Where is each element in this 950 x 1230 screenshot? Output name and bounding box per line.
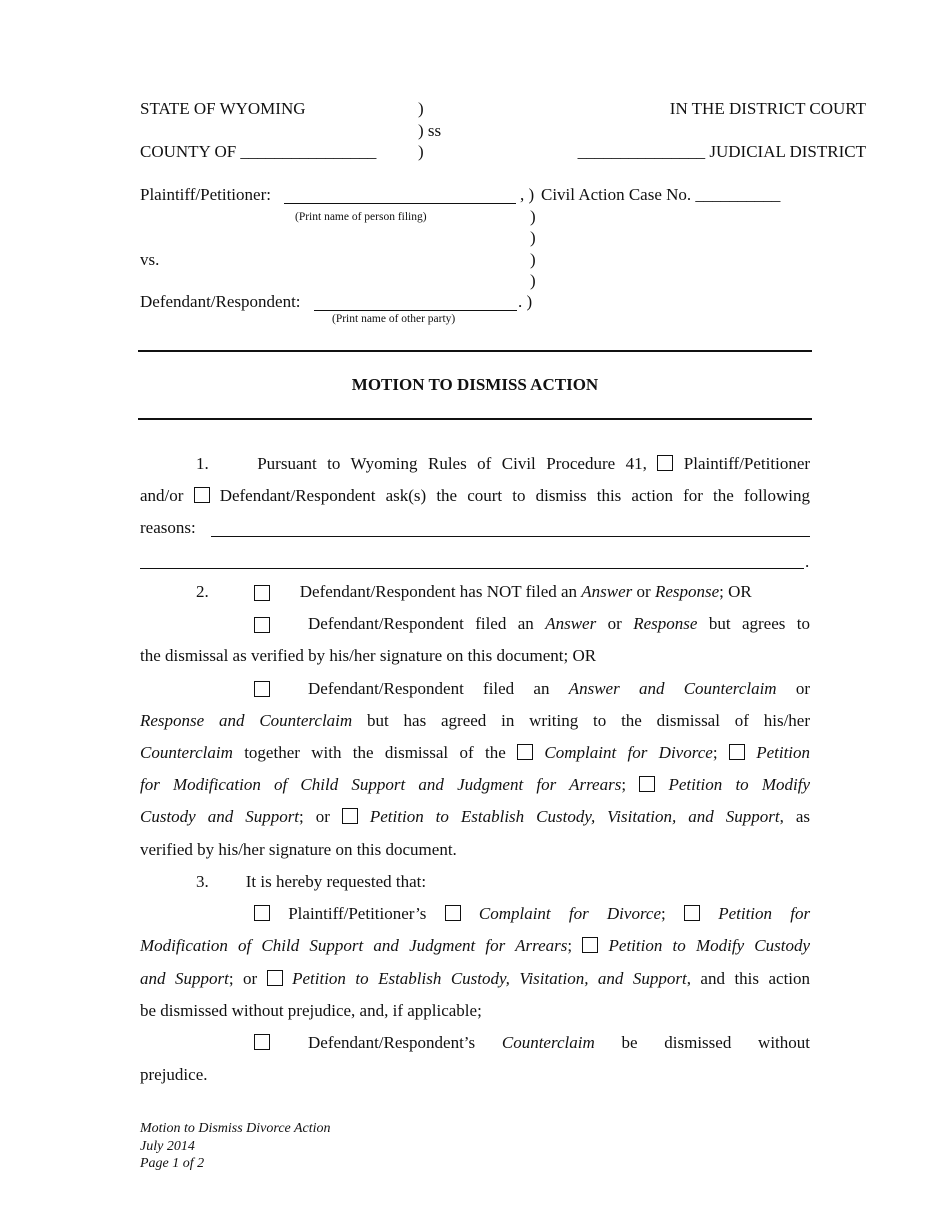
p3-line-5: be dismissed without prejudice, and, if applicable; [140,1000,482,1020]
caption-paren: ) [530,250,536,269]
p2-line-8 [140,801,810,833]
p2-text: ; OR [719,582,752,601]
p2-italic: Answer [545,614,597,634]
p2-text: ; [621,775,627,795]
p3-text: be dismissed without [621,1033,810,1053]
p2-italic: Response [654,582,720,601]
title-top-rule [138,350,812,352]
p2-italic: Counterclaim [140,743,233,763]
p2-italic: for Modification of Child Support and Judgment for Arrears [140,775,622,795]
p2-line-6 [140,737,810,769]
p2-italic: Custody and Support [140,807,300,827]
p3-text: ; [661,904,666,924]
petition-modify-custody-checkbox[interactable] [639,776,655,792]
request-petition-modification-checkbox[interactable] [684,905,700,921]
p2-italic: Answer [581,582,633,601]
p1-text: Pursuant to Wyoming Rules of Civil Procedure 41, [257,454,647,473]
p3-italic: Petition for [718,904,811,924]
p3-line-2 [140,898,810,930]
state-label: STATE OF WYOMING [140,99,306,118]
footer-page-number: Page 1 of 2 [140,1156,205,1171]
paragraph-2 [140,576,810,866]
p2-text: or [795,678,810,698]
p3-italic: Petition to Establish Custody, Visitation, and Support [292,968,687,988]
versus-label: vs. [140,250,160,269]
p2-text: Defendant/Respondent filed an [308,614,546,634]
reasons-field-line-1[interactable] [211,536,810,537]
p2-text: , as [779,807,810,827]
footer-form-name: Motion to Dismiss Divorce Action [140,1121,331,1136]
p2-text: Defendant/Respondent filed an [308,678,569,698]
defendant-suffix: . ) [518,292,533,311]
case-number-field[interactable]: Civil Action Case No. __________ [541,185,781,204]
title-bottom-rule [138,418,812,420]
p2-text: ; or [299,807,330,827]
caption-paren: ) [530,228,536,247]
p2-line-1 [140,576,810,608]
footer-date: July 2014 [140,1138,195,1154]
plaintiff-request-checkbox[interactable] [254,905,270,921]
p2-line-7 [140,769,810,801]
p2-text: but has agreed in writing to the dismissal of his/her [367,710,810,730]
p3-number: 3. [196,872,209,891]
document-title: MOTION TO DISMISS ACTION [351,375,599,394]
p2-number: 2. [196,582,209,601]
p1-line-3 [140,512,810,544]
p2-line-3: the dismissal as verified by his/her signature on this document; OR [140,646,597,666]
plaintiff-name-field[interactable] [284,203,516,204]
p3-text: ; or [228,968,258,988]
court-label: IN THE DISTRICT COURT [669,99,866,118]
p3-italic: and Support [140,968,229,988]
paragraph-3 [140,866,810,1091]
plaintiff-label: Plaintiff/Petitioner: [140,185,271,204]
request-petition-modify-custody-checkbox[interactable] [582,937,598,953]
caption-paren: ) [530,207,536,226]
p1-line-1 [140,448,810,480]
p2-line-2 [140,608,810,640]
page-footer [140,1120,331,1173]
p3-line-6 [140,1027,810,1059]
p3-italic: Petition to Modify Custody [608,936,811,956]
p3-text: ; [567,936,573,956]
p3-text: Plaintiff/Petitioner’s [288,904,427,924]
paragraph-1 [140,448,810,545]
plaintiff-suffix: , ) [520,185,535,204]
complaint-divorce-checkbox[interactable] [517,744,533,760]
defendant-label: Defendant/Respondent: [140,292,301,311]
p3-text: It is hereby requested that: [245,872,427,891]
p2-italic: Response [633,614,698,634]
p2-line-9: verified by his/her signature on this document. [140,839,457,859]
p2-italic: Petition [756,743,811,763]
petition-establish-custody-checkbox[interactable] [342,808,358,824]
defendant-hint: (Print name of other party) [332,313,456,325]
p2-text: Defendant/Respondent has NOT filed an [299,582,582,601]
p3-text: , and this action [686,968,811,988]
petition-modification-checkbox[interactable] [729,744,745,760]
p2-line-4 [140,673,810,705]
p2-text: or [607,614,634,634]
p3-line-4 [140,963,810,995]
p2-text: but agrees to [708,614,810,634]
defendant-checkbox[interactable] [194,487,210,503]
caption-ss: ) ss [418,121,442,140]
p2-italic: Petition to Establish Custody, Visitation, and Support [369,807,780,827]
plaintiff-checkbox[interactable] [657,455,673,471]
p2-line-5 [140,705,810,737]
p3-line-7: prejudice. [140,1065,208,1085]
p3-italic: Modification of Child Support and Judgment for Arrears [140,936,568,956]
p3-italic: Counterclaim [501,1033,595,1053]
reasons-label: reasons: [140,518,196,538]
county-field[interactable]: COUNTY OF ________________ [140,142,377,161]
caption-paren: ) [530,271,536,290]
p2-italic: Response and Counterclaim [140,710,353,730]
p2-text: ; [712,743,718,763]
p2-italic: Answer and Counterclaim [568,678,777,698]
reasons-field-line-2[interactable] [140,568,804,569]
request-complaint-divorce-checkbox[interactable] [445,905,461,921]
caption-paren: ) [418,142,424,161]
p2-italic: Complaint for Divorce [544,743,713,763]
p1-text: Defendant/Respondent ask(s) the court to dismiss this action for the following [219,486,811,506]
plaintiff-hint: (Print name of person filing) [295,211,427,223]
p1-number: 1. [196,454,209,473]
p2-text: together with the dismissal of the [244,743,506,763]
p3-text: Defendant/Respondent’s [308,1033,476,1053]
p3-line-1 [140,866,810,898]
defendant-name-field[interactable] [314,310,517,311]
request-petition-establish-custody-checkbox[interactable] [267,970,283,986]
p1-text: Plaintiff/Petitioner [683,454,811,473]
p3-italic: Complaint for Divorce [478,904,662,924]
reasons-period: . [805,552,810,571]
caption-paren: ) [418,99,424,118]
p3-line-3 [140,930,810,962]
p2-italic: Petition to Modify [668,775,811,795]
p1-text: and/or [140,486,184,506]
p2-text: or [632,582,655,601]
judicial-district-field[interactable]: _______________ JUDICIAL DISTRICT [577,142,866,161]
p1-line-2 [140,480,810,512]
